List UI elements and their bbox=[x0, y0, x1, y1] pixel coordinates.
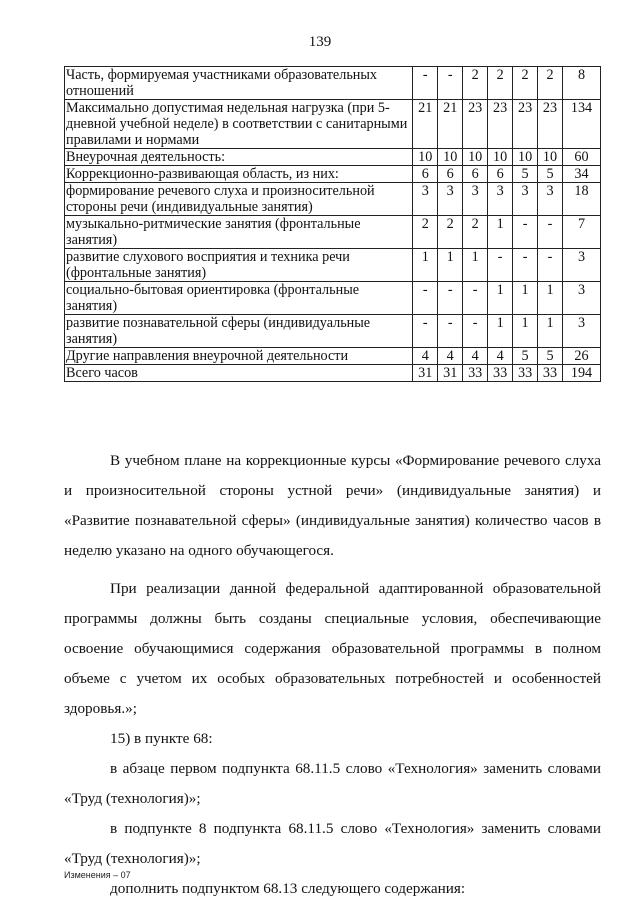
paragraph-item-15: 15) в пункте 68: bbox=[110, 730, 213, 747]
table-row bbox=[65, 100, 601, 149]
grade-value-cell: - bbox=[438, 67, 463, 100]
grade-value-cell: 1 bbox=[488, 216, 513, 249]
row-total-cell: 60 bbox=[563, 149, 601, 166]
grade-value-cell: 23 bbox=[538, 100, 563, 149]
table-row bbox=[65, 166, 601, 183]
grade-value-cell: - bbox=[413, 315, 438, 348]
grade-value-cell: 3 bbox=[488, 183, 513, 216]
grade-value-cell: 10 bbox=[438, 149, 463, 166]
grade-value-cell: 4 bbox=[438, 348, 463, 365]
body-text bbox=[64, 446, 601, 904]
grade-value-cell: 2 bbox=[463, 216, 488, 249]
grade-value-cell: 1 bbox=[538, 315, 563, 348]
table-row bbox=[65, 216, 601, 249]
grade-value-cell: 1 bbox=[438, 249, 463, 282]
footer-note: Изменения – 07 bbox=[64, 870, 131, 880]
grade-value-cell: 3 bbox=[538, 183, 563, 216]
grade-value-cell: 33 bbox=[463, 365, 488, 382]
grade-value-cell: 2 bbox=[463, 67, 488, 100]
grade-value-cell: 23 bbox=[488, 100, 513, 149]
grade-value-cell: 1 bbox=[513, 315, 538, 348]
paragraph-correctional-courses: В учебном плане на коррекционные курсы «Формирование речевого слуха и произносительной стороны устной речи» (индивидуальные занятия) и «Развитие познавательной сферы» (индивидуальные занятия) количество часов в неделю указано на одного обучающегося. bbox=[64, 452, 601, 559]
table-row bbox=[65, 183, 601, 216]
row-label: развитие слухового восприятия и техника речи (фронтальные занятия) bbox=[65, 249, 413, 282]
table-row bbox=[65, 348, 601, 365]
grade-value-cell: - bbox=[513, 249, 538, 282]
grade-value-cell: 33 bbox=[488, 365, 513, 382]
row-total-cell: 3 bbox=[563, 315, 601, 348]
table-row bbox=[65, 282, 601, 315]
grade-value-cell: 5 bbox=[538, 348, 563, 365]
grade-value-cell: 4 bbox=[413, 348, 438, 365]
grade-value-cell: 5 bbox=[513, 166, 538, 183]
grade-value-cell: 31 bbox=[438, 365, 463, 382]
grade-value-cell: 3 bbox=[438, 183, 463, 216]
grade-value-cell: 21 bbox=[413, 100, 438, 149]
row-total-cell: 8 bbox=[563, 67, 601, 100]
grade-value-cell: 23 bbox=[513, 100, 538, 149]
grade-value-cell: - bbox=[538, 249, 563, 282]
table-row bbox=[65, 249, 601, 282]
page-number: 139 bbox=[308, 34, 332, 50]
grade-value-cell: 6 bbox=[488, 166, 513, 183]
table-row bbox=[65, 149, 601, 166]
grade-value-cell: 10 bbox=[413, 149, 438, 166]
grade-value-cell: - bbox=[463, 282, 488, 315]
grade-value-cell: 3 bbox=[513, 183, 538, 216]
grade-value-cell: 1 bbox=[538, 282, 563, 315]
grade-value-cell: 1 bbox=[488, 282, 513, 315]
grade-value-cell: 4 bbox=[488, 348, 513, 365]
grade-value-cell: - bbox=[413, 282, 438, 315]
grade-value-cell: 2 bbox=[538, 67, 563, 100]
row-total-cell: 134 bbox=[563, 100, 601, 149]
grade-value-cell: - bbox=[538, 216, 563, 249]
curriculum-table bbox=[64, 66, 601, 382]
grade-value-cell: 33 bbox=[513, 365, 538, 382]
paragraph-special-conditions: При реализации данной федеральной адаптированной образовательной программы должны быть созданы специальные условия, обеспечивающие освоение обучающимися содержания образовательной программы в полном объеме с учетом их особых образовательных потребностей и особенностей здоровья.»; bbox=[64, 580, 601, 717]
grade-value-cell: 6 bbox=[463, 166, 488, 183]
grade-value-cell: 1 bbox=[463, 249, 488, 282]
grade-value-cell: 5 bbox=[513, 348, 538, 365]
curriculum-table-body bbox=[65, 67, 601, 382]
grade-value-cell: 4 bbox=[463, 348, 488, 365]
grade-value-cell: 10 bbox=[538, 149, 563, 166]
row-label: Часть, формируемая участниками образовательных отношений bbox=[65, 67, 413, 100]
row-label: Другие направления внеурочной деятельности bbox=[65, 348, 413, 365]
grade-value-cell: 1 bbox=[513, 282, 538, 315]
grade-value-cell: 31 bbox=[413, 365, 438, 382]
grade-value-cell: 5 bbox=[538, 166, 563, 183]
row-label: Внеурочная деятельность: bbox=[65, 149, 413, 166]
row-total-cell: 18 bbox=[563, 183, 601, 216]
row-total-cell: 3 bbox=[563, 282, 601, 315]
table-row bbox=[65, 67, 601, 100]
grade-value-cell: 2 bbox=[513, 67, 538, 100]
grade-value-cell: 10 bbox=[463, 149, 488, 166]
grade-value-cell: 2 bbox=[413, 216, 438, 249]
row-label: Максимально допустимая недельная нагрузка (при 5-дневной учебной неделе) в соответствии с санитарными правилами и нормами bbox=[65, 100, 413, 149]
row-label: развитие познавательной сферы (индивидуальные занятия) bbox=[65, 315, 413, 348]
grade-value-cell: - bbox=[488, 249, 513, 282]
grade-value-cell: 2 bbox=[488, 67, 513, 100]
grade-value-cell: 23 bbox=[463, 100, 488, 149]
grade-value-cell: 10 bbox=[488, 149, 513, 166]
table-row bbox=[65, 365, 601, 382]
grade-value-cell: 10 bbox=[513, 149, 538, 166]
paragraph-replace-technology-1: в абзаце первом подпункта 68.11.5 слово «Технология» заменить словами «Труд (технология)»; bbox=[64, 760, 601, 807]
grade-value-cell: 1 bbox=[488, 315, 513, 348]
grade-value-cell: - bbox=[438, 282, 463, 315]
row-total-cell: 3 bbox=[563, 249, 601, 282]
grade-value-cell: 33 bbox=[538, 365, 563, 382]
row-total-cell: 34 bbox=[563, 166, 601, 183]
row-label: формирование речевого слуха и произносительной стороны речи (индивидуальные занятия) bbox=[65, 183, 413, 216]
grade-value-cell: 2 bbox=[438, 216, 463, 249]
grade-value-cell: 1 bbox=[413, 249, 438, 282]
row-label: музыкально-ритмические занятия (фронтальные занятия) bbox=[65, 216, 413, 249]
grade-value-cell: 21 bbox=[438, 100, 463, 149]
grade-value-cell: - bbox=[463, 315, 488, 348]
row-total-cell: 7 bbox=[563, 216, 601, 249]
paragraph-replace-technology-2: в подпункте 8 подпункта 68.11.5 слово «Технология» заменить словами «Труд (технология)»; bbox=[64, 820, 601, 867]
grade-value-cell: - bbox=[438, 315, 463, 348]
row-label: Коррекционно-развивающая область, из них: bbox=[65, 166, 413, 183]
grade-value-cell: 6 bbox=[413, 166, 438, 183]
grade-value-cell: - bbox=[513, 216, 538, 249]
paragraph-add-68-13: дополнить подпунктом 68.13 следующего содержания: bbox=[110, 880, 466, 897]
grade-value-cell: 3 bbox=[463, 183, 488, 216]
row-total-cell: 194 bbox=[563, 365, 601, 382]
row-label: Всего часов bbox=[65, 365, 413, 382]
row-label: социально-бытовая ориентировка (фронтальные занятия) bbox=[65, 282, 413, 315]
grade-value-cell: 3 bbox=[413, 183, 438, 216]
row-total-cell: 26 bbox=[563, 348, 601, 365]
grade-value-cell: 6 bbox=[438, 166, 463, 183]
grade-value-cell: - bbox=[413, 67, 438, 100]
table-row bbox=[65, 315, 601, 348]
